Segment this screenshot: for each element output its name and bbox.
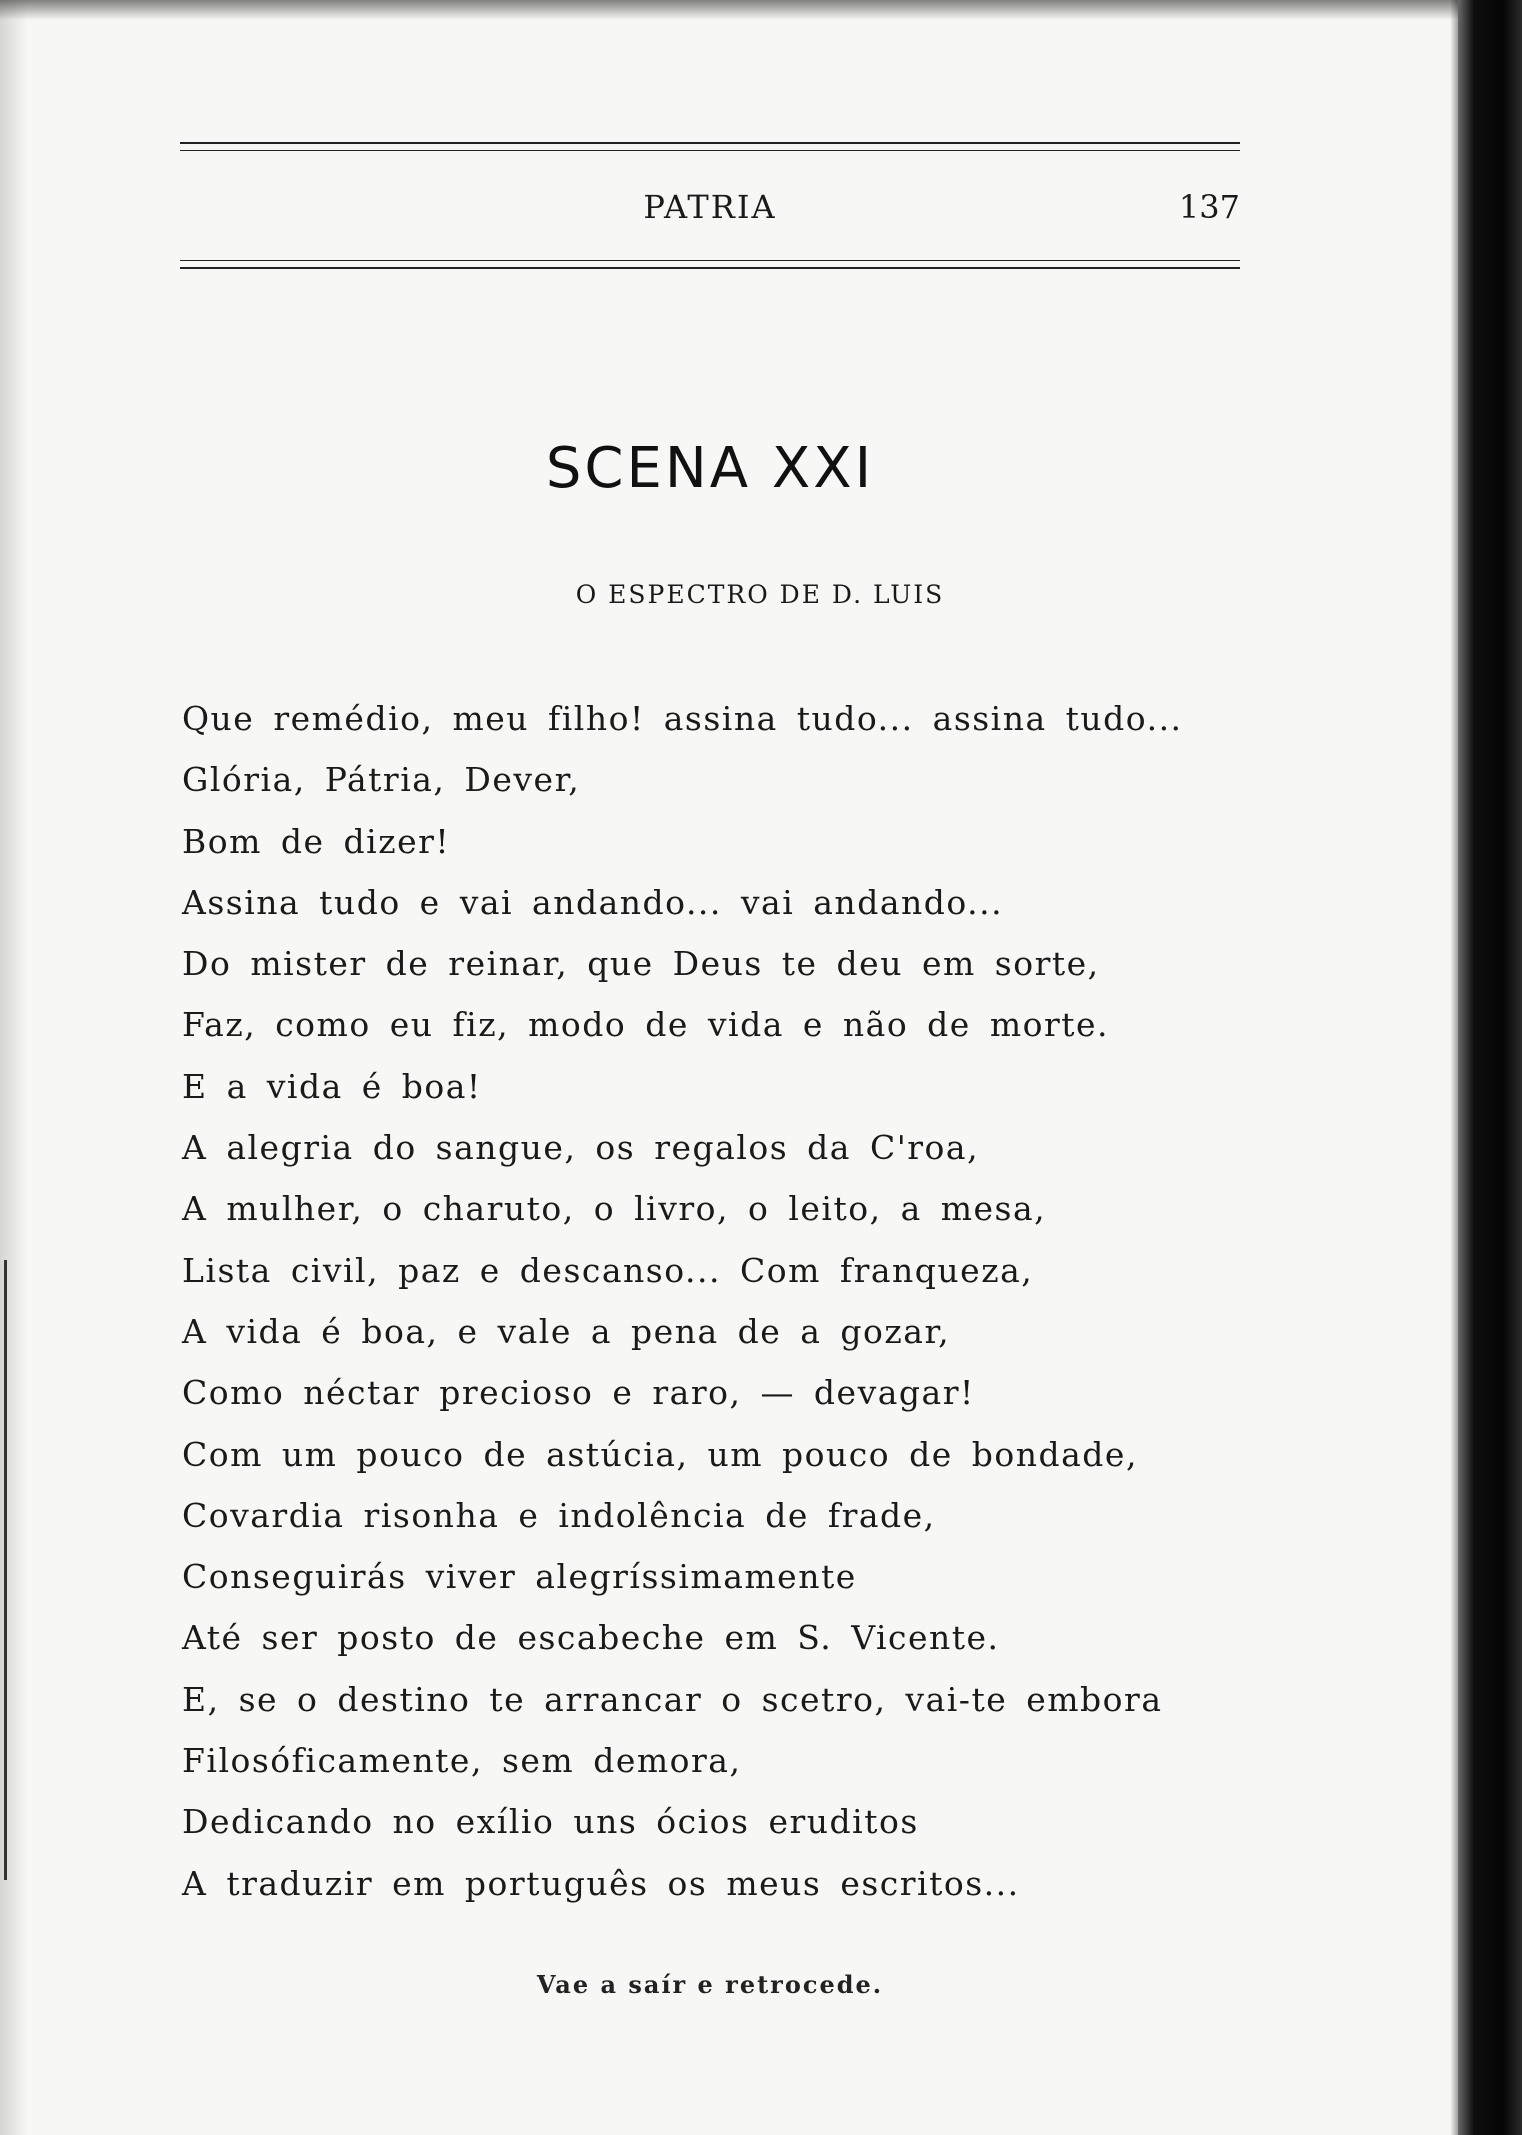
verse-line: Faz, como eu fiz, modo de vida e não de morte. xyxy=(182,1005,1110,1045)
verse-line: Como néctar precioso e raro, — devagar! xyxy=(182,1373,975,1413)
header-rule-top-thin xyxy=(180,150,1240,151)
verse-line: Dedicando no exílio uns ócios eruditos xyxy=(182,1802,919,1842)
character-name: O ESPECTRO DE D. LUIS xyxy=(575,580,945,609)
verse-line: Filosóficamente, sem demora, xyxy=(182,1741,742,1781)
verse-line: A alegria do sangue, os regalos da C'roa, xyxy=(182,1128,980,1168)
scan-shadow-top xyxy=(0,0,1470,20)
verse-line: Que remédio, meu filho! assina tudo... assina tudo... xyxy=(182,699,1183,738)
verse-line: A traduzir em português os meus escritos... xyxy=(182,1863,1020,1903)
stage-direction: Vae a saír e retrocede. xyxy=(536,1970,884,1999)
verse-line: E, se o destino te arrancar o scetro, vai-te embora xyxy=(182,1679,1163,1719)
verse-line: E a vida é boa! xyxy=(182,1066,482,1106)
header-rule-bottom-thin xyxy=(180,260,1240,261)
scan-margin-mark xyxy=(4,1260,7,1880)
verse-line: Até ser posto de escabeche em S. Vicente. xyxy=(182,1618,1000,1658)
verse-line: Do mister de reinar, que Deus te deu em sorte, xyxy=(182,944,1100,984)
running-header xyxy=(180,142,1240,282)
verse-line: Covardia risonha e indolência de frade, xyxy=(182,1495,936,1535)
book-binding xyxy=(1458,0,1522,2135)
header-rule-bottom xyxy=(180,267,1240,269)
verse-line: Conseguirás viver alegríssimamente xyxy=(182,1557,857,1597)
binding-shadow xyxy=(1450,0,1458,2135)
verse-line: Com um pouco de astúcia, um pouco de bondade, xyxy=(182,1434,1138,1474)
running-title: PATRIA xyxy=(643,188,777,226)
verse-line: Lista civil, paz e descanso... Com franqueza, xyxy=(182,1250,1034,1290)
verse-line: A vida é boa, e vale a pena de a gozar, xyxy=(182,1311,951,1351)
verse-block xyxy=(182,688,1183,1914)
header-rule-top xyxy=(180,142,1240,144)
verse-line: Assina tudo e vai andando... vai andando... xyxy=(182,882,1004,922)
verse-line: Glória, Pátria, Dever, xyxy=(182,760,581,800)
page-number: 137 xyxy=(1178,188,1240,226)
verse-line: Bom de dizer! xyxy=(182,821,451,861)
scene-title: SCENA XXI xyxy=(545,436,875,501)
verse-line: A mulher, o charuto, o livro, o leito, a mesa, xyxy=(182,1189,1047,1229)
